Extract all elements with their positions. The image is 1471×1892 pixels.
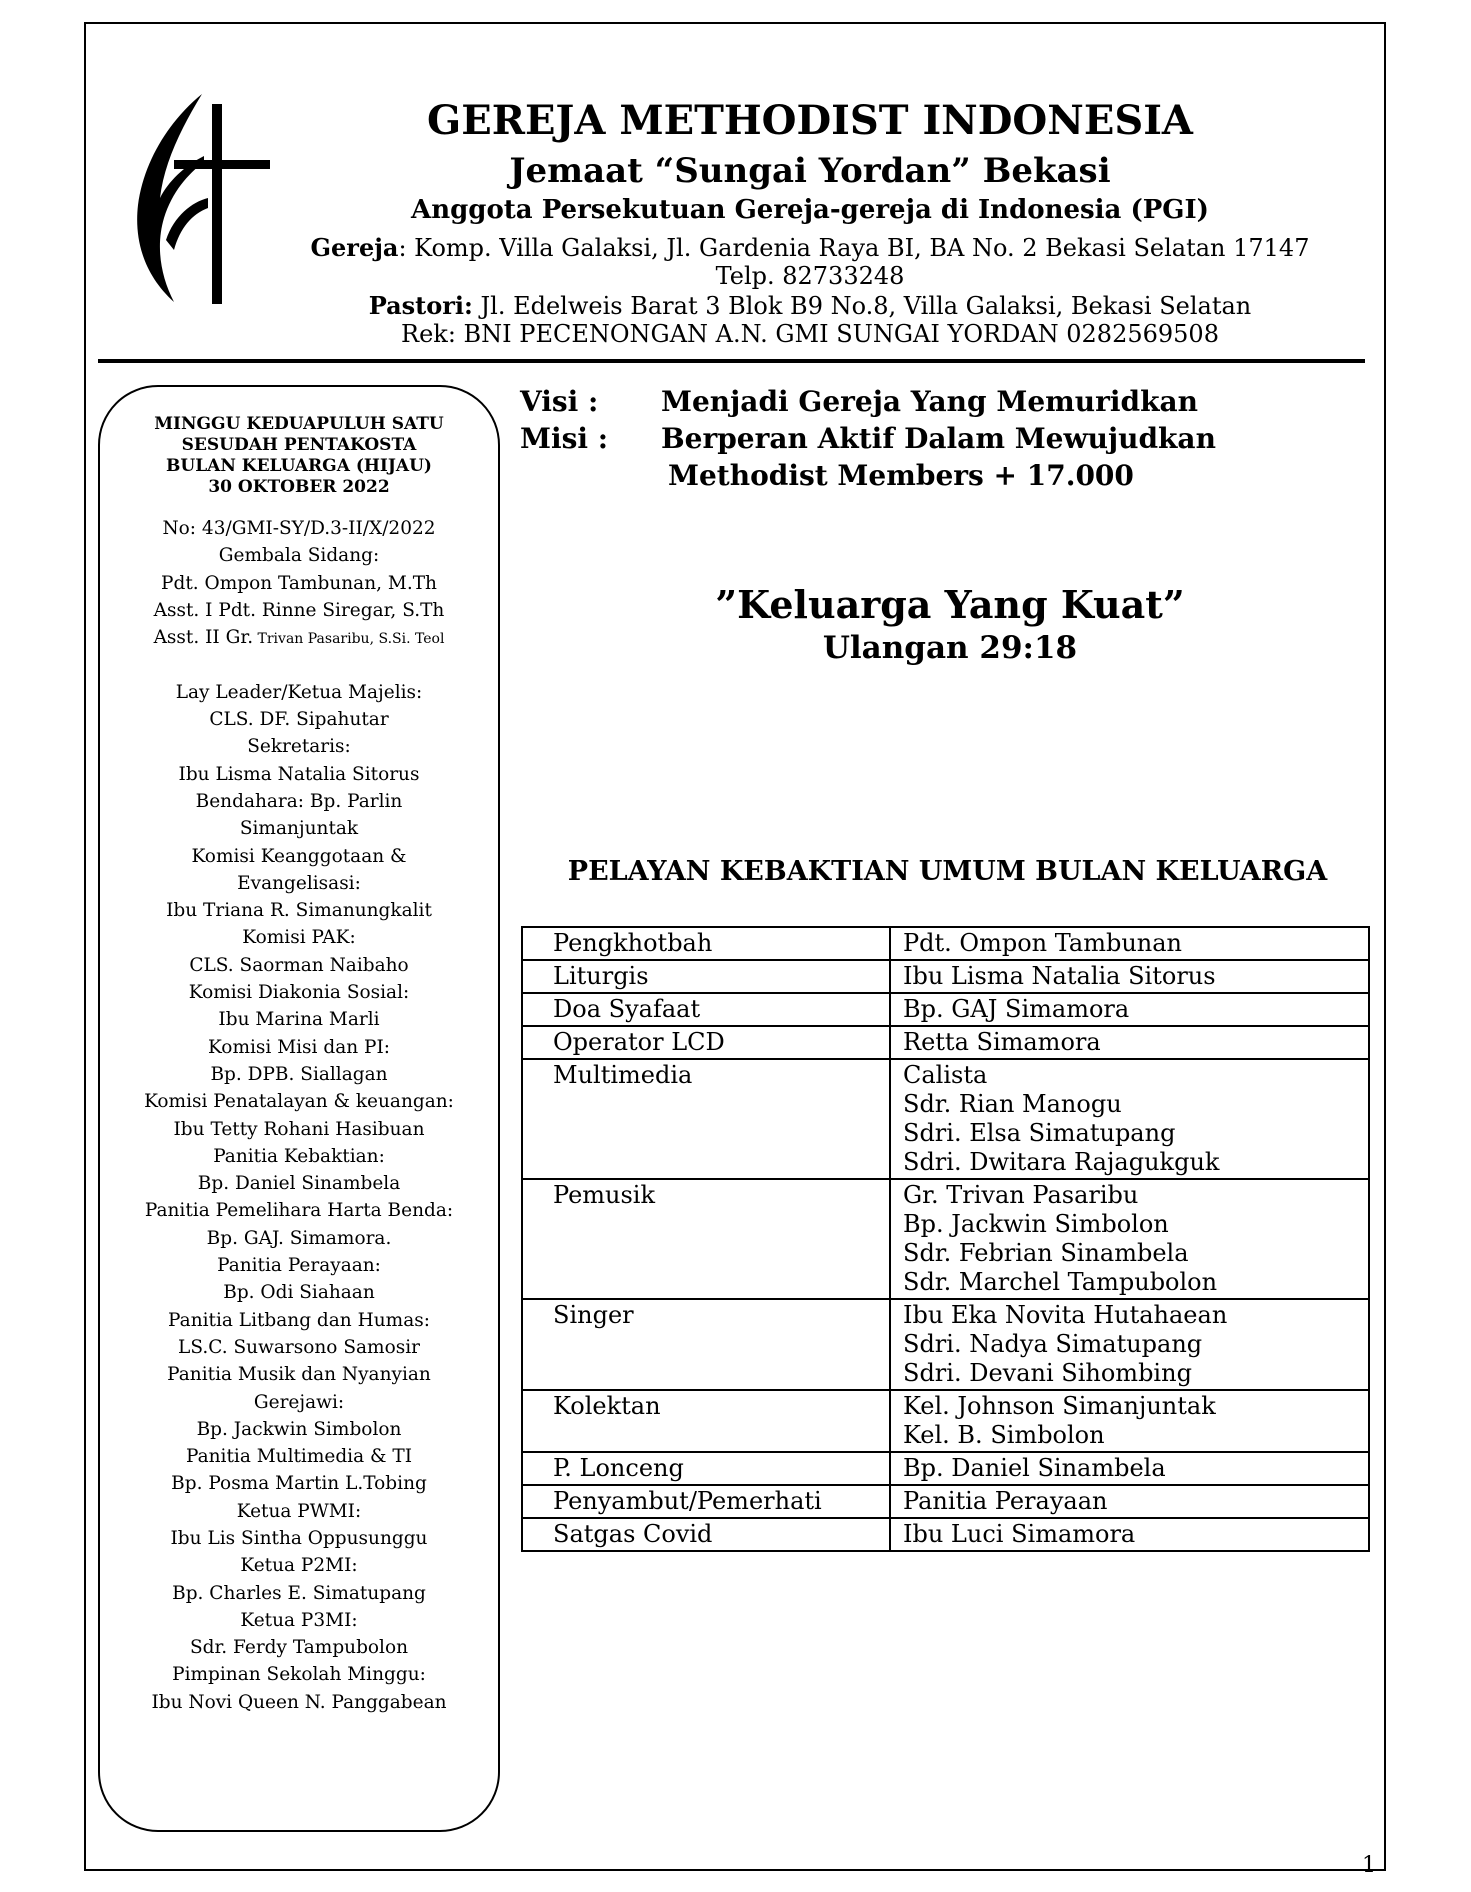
sidebar-line: Bp. DPB. Siallagan [210,1063,388,1085]
server-name: Ibu Luci Simamora [903,1520,1136,1548]
sidebar-line: Ibu Tetty Rohani Hasibuan [173,1118,425,1140]
server-name: Pdt. Ompon Tambunan [903,929,1182,957]
role-cell: Pengkhotbah [522,927,890,960]
role-cell: Singer [522,1299,890,1390]
role-cell: P. Lonceng [522,1452,890,1485]
sidebar-line: CLS. DF. Sipahutar [209,709,389,731]
assistant-2-name: Trivan Pasaribu, S.Si. Teol [253,631,445,648]
page-number: 1 [1362,1853,1376,1878]
sidebar-line: Panitia Pemelihara Harta Benda: [144,1200,454,1222]
server-name: Bp. Jackwin Simbolon [903,1210,1169,1238]
role-cell: Satgas Covid [522,1518,890,1551]
pastori-address [230,291,1390,320]
server-name: Kel. B. Simbolon [903,1421,1105,1449]
table-row [522,1485,1369,1518]
names-cell [890,1390,1369,1452]
church-label: Gereja [310,233,399,262]
service-table-title: PELAYAN KEBAKTIAN UMUM BULAN KELUARGA [567,856,1328,887]
assistant-2 [98,624,500,651]
server-name: Panitia Perayaan [903,1487,1108,1515]
sidebar-heading-line: BULAN KELUARGA (HIJAU) [166,456,432,476]
table-row [522,927,1369,960]
sidebar-line: Komisi Keanggotaan & [191,845,407,867]
pastori-label: Pastori: [368,291,473,320]
table-row [522,993,1369,1026]
names-cell [890,993,1369,1026]
sidebar-line: Komisi Penatalayan & keuangan: [144,1091,454,1113]
role-cell: Penyambut/Pemerhati [522,1485,890,1518]
server-name: Sdr. Marchel Tampubolon [903,1268,1218,1296]
names-cell [890,1485,1369,1518]
sidebar-line: LS.C. Suwarsono Samosir [178,1336,420,1358]
server-name: Ibu Eka Novita Hutahaean [903,1301,1228,1329]
table-row [522,1390,1369,1452]
table-row [522,1179,1369,1299]
server-name: Sdri. Nadya Simatupang [903,1330,1203,1358]
names-cell [890,1179,1369,1299]
table-row [522,1452,1369,1485]
server-name: Bp. Daniel Sinambela [903,1454,1166,1482]
role-cell: Multimedia [522,1059,890,1179]
spacer [98,651,500,678]
sidebar-line: Ketua P2MI: [240,1555,358,1577]
misi-text: Berperan Aktif Dalam Mewujudkan [661,422,1216,455]
sidebar-line: Lay Leader/Ketua Majelis: [175,681,423,703]
sidebar-line: Ketua PWMI: [236,1500,362,1522]
sidebar-staff-list [98,515,500,1716]
server-name: Ibu Lisma Natalia Sitorus [903,962,1216,990]
sidebar-line: Gerejawi: [253,1391,345,1413]
pastori-address-text: Jl. Edelweis Barat 3 Blok B9 No.8, Villa Galaksi, Bekasi Selatan [472,292,1252,320]
assistant-1: Asst. I Pdt. Rinne Siregar, S.Th [153,599,445,621]
scripture-reference: Ulangan 29:18 [822,630,1078,666]
sidebar-line: Sekretaris: [247,736,351,758]
names-cell [890,1026,1369,1059]
sidebar-line: Ibu Triana R. Simanungkalit [166,900,432,922]
sidebar-line: Ibu Novi Queen N. Panggabean [151,1691,447,1713]
church-address [230,233,1390,262]
server-name: Sdr. Rian Manogu [903,1090,1122,1118]
names-cell [890,960,1369,993]
sidebar-line: Bp. Jackwin Simbolon [196,1418,402,1440]
server-name: Sdri. Devani Sihombing [903,1359,1192,1387]
sidebar-line: Panitia Musik dan Nyanyian [167,1364,431,1386]
sidebar-line: Bp. Charles E. Simatupang [172,1582,426,1604]
sidebar-heading-line: MINGGU KEDUAPULUH SATU [154,414,444,434]
sidebar-line: Bp. Posma Martin L.Tobing [171,1473,427,1495]
sidebar-line: Ibu Lisma Natalia Sitorus [178,763,420,785]
names-cell [890,1299,1369,1390]
assistant-2-label: Asst. II Gr. [153,627,254,649]
sidebar-line: Panitia Kebaktian: [213,1145,385,1167]
names-cell [890,1452,1369,1485]
role-cell: Doa Syafaat [522,993,890,1026]
misi-label: Misi : [520,422,609,455]
sidebar-line: Komisi Diakonia Sosial: [188,982,410,1004]
server-name: Gr. Trivan Pasaribu [903,1181,1139,1209]
service-table [521,926,1370,1552]
visi-label: Visi : [520,385,599,418]
sidebar-line: Sdr. Ferdy Tampubolon [189,1637,409,1659]
sidebar-line: Ibu Lis Sintha Oppusunggu [170,1527,428,1549]
sidebar-line: CLS. Saorman Naibaho [189,954,409,976]
phone: Telp. 82733248 [715,262,905,290]
sidebar-line: Panitia Perayaan: [217,1255,381,1277]
congregation-name: Jemaat “Sungai Yordan” Bekasi [509,151,1111,191]
sidebar-date: 30 OKTOBER 2022 [208,477,390,497]
sidebar-line: Bp. Daniel Sinambela [197,1173,401,1195]
sidebar-line: Panitia Litbang dan Humas: [168,1309,430,1331]
gembala-name: Pdt. Ompon Tambunan, M.Th [161,572,437,594]
sidebar-heading [98,414,500,498]
sidebar-line: Evangelisasi: [237,872,361,894]
sermon-theme: ”Keluarga Yang Kuat” [715,582,1185,627]
table-row [522,1026,1369,1059]
sidebar-line: Bendahara: Bp. Parlin [195,790,403,812]
membership-line: Anggota Persekutuan Gereja-gereja di Indonesia (PGI) [411,195,1209,225]
role-cell: Liturgis [522,960,890,993]
church-address-text: : Komp. Villa Galaksi, Jl. Gardenia Raya BI, BA No. 2 Bekasi Selatan 17147 [398,234,1310,262]
bulletin-number: No: 43/GMI-SY/D.3-II/X/2022 [162,518,436,539]
server-name: Sdr. Febrian Sinambela [903,1239,1189,1267]
names-cell [890,1518,1369,1551]
sidebar-line: Pimpinan Sekolah Minggu: [172,1664,426,1686]
names-cell [890,1059,1369,1179]
sidebar-line: Komisi PAK: [242,927,356,949]
visi-text: Menjadi Gereja Yang Memuridkan [661,385,1199,418]
table-row [522,960,1369,993]
gembala-title: Gembala Sidang: [218,545,380,567]
server-name: Retta Simamora [903,1028,1101,1056]
sidebar-line: Panitia Multimedia & TI [185,1446,413,1468]
header-divider [98,359,1365,363]
sidebar-line: Komisi Misi dan PI: [207,1036,391,1058]
server-name: Calista [903,1061,988,1089]
server-name: Kel. Johnson Simanjuntak [903,1392,1216,1420]
sidebar-line: Ibu Marina Marli [218,1009,380,1031]
server-name: Bp. GAJ Simamora [903,995,1130,1023]
sidebar-lines [98,679,500,1716]
table-row [522,1518,1369,1551]
sidebar-heading-line: SESUDAH PENTAKOSTA [181,435,417,455]
misi-text-2: Methodist Members + 17.000 [668,459,1134,492]
server-name: Sdri. Elsa Simatupang [903,1119,1176,1147]
names-cell [890,927,1369,960]
role-cell: Kolektan [522,1390,890,1452]
role-cell: Pemusik [522,1179,890,1299]
org-name: GEREJA METHODIST INDONESIA [427,97,1193,144]
bank-account: Rek: BNI PECENONGAN A.N. GMI SUNGAI YORDAN 0282569508 [401,320,1219,348]
table-row [522,1059,1369,1179]
sidebar-line: Simanjuntak [239,818,359,840]
table-row [522,1299,1369,1390]
server-name: Sdri. Dwitara Rajagukguk [903,1148,1220,1176]
sidebar-line: Bp. GAJ. Simamora. [206,1227,392,1249]
sidebar-line: Ketua P3MI: [240,1609,358,1631]
role-cell: Operator LCD [522,1026,890,1059]
sidebar-line: Bp. Odi Siahaan [223,1282,375,1304]
